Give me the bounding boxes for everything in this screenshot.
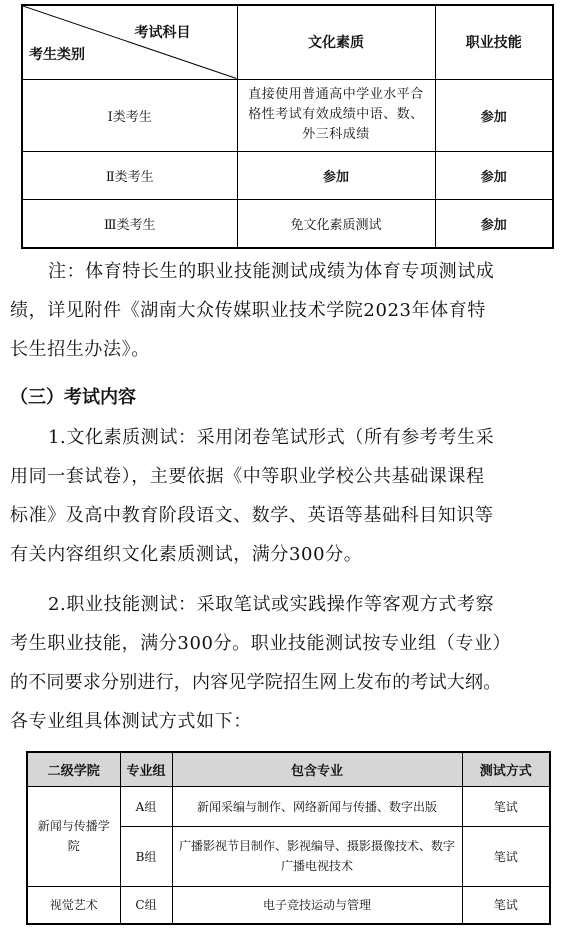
skill-cell: 参加: [435, 199, 553, 248]
skill-test-paragraph: [10, 585, 576, 741]
header-candidate-type: 考生类别: [29, 47, 85, 63]
skill-cell: 参加: [435, 79, 553, 151]
majors-cell: 广播影视节目制作、影视编导、摄影摄像技术、数字广播电视技术: [172, 826, 462, 886]
note-line: 长生招生办法》。: [10, 339, 150, 360]
group-cell: B组: [120, 826, 172, 886]
para-line: 的不同要求分别进行，内容见学院招生网上发布的考试大纲。: [10, 672, 502, 693]
culture-test-paragraph: [10, 418, 576, 574]
table-row: [22, 199, 553, 248]
para-line: 用同一套试卷），主要依据《中等职业学校公共基础课课程: [10, 466, 485, 487]
para-line: 1.文化素质测试：采用闭卷笔试形式（所有参考考生采: [48, 427, 495, 448]
section-heading: （三）考试内容: [10, 387, 136, 408]
diagonal-header-cell: [22, 5, 237, 79]
header-method: 测试方式: [462, 752, 550, 786]
group-cell: A组: [120, 786, 172, 826]
table-row: [27, 786, 550, 826]
para-line: 2.职业技能测试：采取笔试或实践操作等客观方式考察: [48, 594, 495, 615]
note-paragraph: [10, 252, 576, 369]
culture-cell: 直接使用普通高中学业水平合格性考试有效成绩中语、数、外三科成绩: [237, 79, 435, 151]
para-line: 各专业组具体测试方式如下：: [10, 711, 252, 732]
candidate-type-cell: Ⅱ类考生: [22, 151, 237, 199]
exam-subject-table: [21, 4, 554, 249]
skill-cell: 参加: [435, 151, 553, 199]
candidate-type-cell: Ⅰ类考生: [22, 79, 237, 151]
table-row: [27, 886, 550, 924]
major-group-table: [26, 751, 551, 925]
header-culture: 文化素质: [237, 5, 435, 79]
table-row: [22, 79, 553, 151]
method-cell: 笔试: [462, 786, 550, 826]
majors-cell: 电子竞技运动与管理: [172, 886, 462, 924]
majors-cell: 新闻采编与制作、网络新闻与传播、数字出版: [172, 786, 462, 826]
table-row: [22, 151, 553, 199]
para-line: 标准》及高中教育阶段语文、数学、英语等基础科目知识等: [10, 505, 494, 526]
para-line: 有关内容组织文化素质测试，满分300分。: [10, 544, 363, 565]
culture-cell: 免文化素质测试: [237, 199, 435, 248]
header-exam-subject: 考试科目: [134, 25, 191, 41]
header-college: 二级学院: [27, 752, 120, 786]
college-cell: 新闻与传播学院: [27, 786, 120, 886]
para-line: 考生职业技能，满分300分。职业技能测试按专业组（专业）: [10, 633, 512, 654]
header-skill: 职业技能: [435, 5, 553, 79]
culture-cell: 参加: [237, 151, 435, 199]
candidate-type-cell: Ⅲ类考生: [22, 199, 237, 248]
college-cell: 视觉艺术: [27, 886, 120, 924]
method-cell: 笔试: [462, 886, 550, 924]
diagonal-line: [23, 6, 237, 79]
group-cell: C组: [120, 886, 172, 924]
note-line: 注：体育特长生的职业技能测试成绩为体育专项测试成: [48, 261, 495, 282]
header-group: 专业组: [120, 752, 172, 786]
header-majors: 包含专业: [172, 752, 462, 786]
note-line: 绩，详见附件《湖南大众传媒职业技术学院2023年体育特: [10, 300, 487, 321]
method-cell: 笔试: [462, 826, 550, 886]
